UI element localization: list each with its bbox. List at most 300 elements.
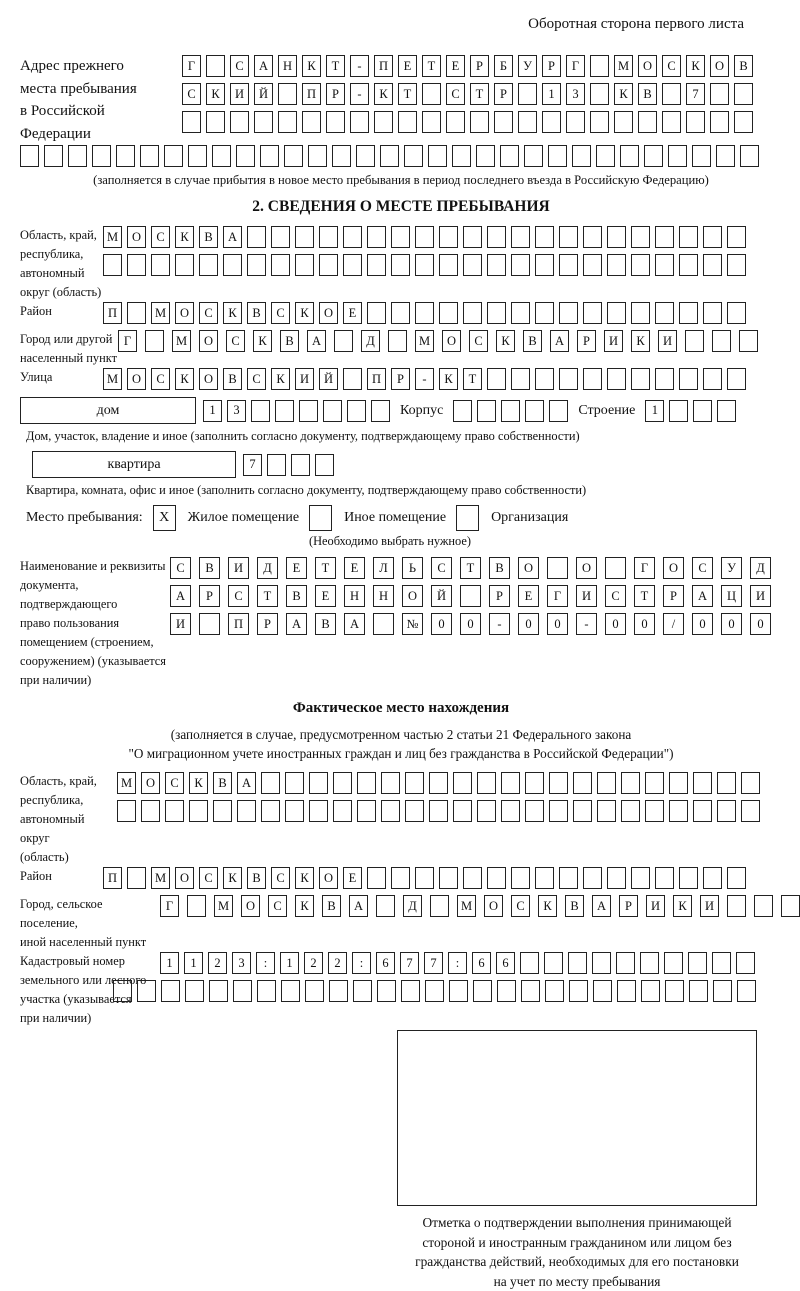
cadastral-row-2 [113,980,756,1002]
char-cell [463,302,482,324]
char-cell [547,557,568,579]
char-cell [281,980,300,1002]
char-cell: Р [619,895,638,917]
char-cell [685,330,704,352]
region-row-2 [103,254,746,276]
char-cell [487,368,506,390]
char-cell: 1 [160,952,179,974]
char-cell [662,111,681,133]
char-cell [175,254,194,276]
char-cell: О [241,895,260,917]
char-cell [164,145,183,167]
char-cell: Д [257,557,278,579]
char-cell [679,867,698,889]
char-cell: Е [518,585,539,607]
char-cell [583,302,602,324]
char-cell [20,145,39,167]
char-cell: О [638,55,657,77]
stroenie-label: Строение [578,402,636,418]
char-cell: - [576,613,597,635]
char-cell [693,400,712,422]
region-field [20,226,782,302]
char-cell [739,330,758,352]
char-cell [741,800,760,822]
char-cell [333,772,352,794]
char-cell [703,867,722,889]
char-cell [501,400,520,422]
char-cell: А [344,613,365,635]
char-cell [476,145,495,167]
char-cell [631,867,650,889]
char-cell: П [302,83,321,105]
char-cell: С [271,867,290,889]
actual-location-title: Фактическое место нахождения [292,700,510,716]
char-cell [679,368,698,390]
char-cell: С [182,83,201,105]
char-cell [319,254,338,276]
char-cell: 2 [304,952,323,974]
section2-title: 2. СВЕДЕНИЯ О МЕСТЕ ПРЕБЫВАНИЯ [252,198,550,215]
char-cell: 6 [472,952,491,974]
char-cell [511,368,530,390]
char-cell [439,254,458,276]
char-cell [607,254,626,276]
char-cell: Д [750,557,771,579]
char-cell [213,800,232,822]
char-cell: О [127,368,146,390]
char-cell [275,400,294,422]
char-cell: В [280,330,299,352]
actual-location-note: (заполняется в случае, предусмотренном частью 2 статьи 21 Федерального закона "О миграционном учете иностранных граждан и лиц без гражданства в Российской Федерации") [128,727,674,761]
char-cell [92,145,111,167]
char-cell: - [489,613,510,635]
char-cell: О [442,330,461,352]
city-field [20,330,782,368]
char-cell [299,400,318,422]
char-cell [182,111,201,133]
char-cell [429,800,448,822]
char-cell [616,952,635,974]
actual-city-label: Город, сельское поселение, иной населенный пункт [20,897,147,949]
char-cell: К [302,55,321,77]
char-cell: О [402,585,423,607]
char-cell: : [448,952,467,974]
char-cell: 0 [431,613,452,635]
char-cell [693,800,712,822]
char-cell [439,867,458,889]
char-cell: В [286,585,307,607]
char-cell [350,111,369,133]
char-cell [679,302,698,324]
char-cell [199,254,218,276]
char-cell [549,800,568,822]
char-cell: 3 [227,400,246,422]
char-cell [712,330,731,352]
char-cell: Г [160,895,179,917]
char-cell: Т [326,55,345,77]
char-cell [261,800,280,822]
char-cell [415,867,434,889]
char-cell [161,980,180,1002]
actual-region-row-2 [117,800,760,822]
char-cell [518,83,537,105]
char-cell: 7 [686,83,705,105]
char-cell: К [295,867,314,889]
form-page [20,16,782,1291]
char-cell [703,368,722,390]
char-cell: У [721,557,742,579]
char-cell: К [175,226,194,248]
char-cell [518,111,537,133]
char-cell [487,254,506,276]
char-cell: Е [315,585,336,607]
char-cell [380,145,399,167]
char-cell [223,254,242,276]
char-cell: Р [542,55,561,77]
char-cell [631,302,650,324]
char-cell [233,980,252,1002]
char-cell [391,302,410,324]
char-cell [271,254,290,276]
char-cell [401,980,420,1002]
char-cell [511,867,530,889]
char-cell [377,980,396,1002]
char-cell [127,302,146,324]
char-cell [453,400,472,422]
char-cell [500,145,519,167]
char-cell: В [565,895,584,917]
char-cell: Б [494,55,513,77]
char-cell [535,867,554,889]
char-cell [405,772,424,794]
char-cell [645,772,664,794]
char-cell: Й [319,368,338,390]
char-cell [391,254,410,276]
char-cell [356,145,375,167]
char-cell [236,145,255,167]
char-cell [597,772,616,794]
char-cell: / [663,613,684,635]
char-cell [367,226,386,248]
char-cell [542,111,561,133]
char-cell [712,952,731,974]
char-cell [415,302,434,324]
char-cell: В [247,302,266,324]
char-cell: 3 [232,952,251,974]
char-cell: Г [566,55,585,77]
char-cell [254,111,273,133]
char-cell [247,254,266,276]
char-cell [590,83,609,105]
char-cell [206,55,225,77]
char-cell: - [350,83,369,105]
district-row [103,302,746,324]
char-cell: Л [373,557,394,579]
char-cell [453,772,472,794]
char-cell [494,111,513,133]
char-cell: В [199,557,220,579]
char-cell: М [614,55,633,77]
prev-address-row-2 [182,83,753,105]
char-cell: С [151,226,170,248]
char-cell [605,557,626,579]
char-cell [329,980,348,1002]
char-cell [524,145,543,167]
char-cell [703,302,722,324]
char-cell [692,145,711,167]
cadastral-row-1 [160,952,756,974]
char-cell: А [286,613,307,635]
char-cell: С [662,55,681,77]
char-cell [251,400,270,422]
char-cell [405,800,424,822]
char-cell [267,454,286,476]
char-cell: О [319,302,338,324]
char-cell: 1 [542,83,561,105]
char-cell: 6 [376,952,395,974]
char-cell [309,800,328,822]
char-cell [477,772,496,794]
char-cell [583,867,602,889]
char-cell [145,330,164,352]
char-cell [415,226,434,248]
char-cell [343,226,362,248]
char-cell [614,111,633,133]
char-cell [631,368,650,390]
char-cell [278,111,297,133]
char-cell: К [206,83,225,105]
char-cell [140,145,159,167]
char-cell [209,980,228,1002]
char-cell [525,800,544,822]
korpus-label: Корпус [400,402,444,418]
stay-type-row [26,505,782,531]
char-cell [353,980,372,1002]
char-cell [590,55,609,77]
street-field [20,368,782,396]
char-cell [607,302,626,324]
char-cell: Е [286,557,307,579]
char-cell: К [686,55,705,77]
char-cell: А [237,772,256,794]
char-cell [285,772,304,794]
char-cell: С [692,557,713,579]
char-cell [367,867,386,889]
char-cell [559,867,578,889]
char-cell [559,254,578,276]
char-cell: И [170,613,191,635]
char-cell: Р [489,585,510,607]
char-cell [257,980,276,1002]
char-cell [686,111,705,133]
char-cell [592,952,611,974]
char-cell [511,302,530,324]
char-cell [583,368,602,390]
char-cell [511,226,530,248]
char-cell: - [415,368,434,390]
actual-region-label: Область, край, республика, автономный округ (область) [20,774,97,864]
apartment-note: Квартира, комната, офис и иное (заполнить согласно документу, подтверждающему право собственности) [26,483,587,497]
char-cell: С [446,83,465,105]
char-cell [559,302,578,324]
char-cell [391,226,410,248]
cadastral-field [20,952,782,1028]
char-cell [295,254,314,276]
city-label: Город или другой населенный пункт [20,332,118,365]
stamp-note: Отметка о подтверждении выполнения принимающей стороной и иностранным гражданином или лицом без гражданства действий, необходимых для его постановки на учет по месту пребывания [415,1215,739,1289]
char-cell [501,772,520,794]
char-cell: А [170,585,191,607]
prev-address-row-3 [182,111,753,133]
char-cell: К [223,302,242,324]
char-cell [381,800,400,822]
char-cell: Е [343,867,362,889]
char-cell: К [223,867,242,889]
char-cell: И [700,895,719,917]
char-cell [566,111,585,133]
prev-address-field [20,55,782,145]
char-cell: К [175,368,194,390]
char-cell: Н [278,55,297,77]
char-cell: И [604,330,623,352]
char-cell [573,800,592,822]
char-cell [638,111,657,133]
char-cell: А [550,330,569,352]
char-cell [740,145,759,167]
char-cell: А [307,330,326,352]
char-cell: М [151,867,170,889]
char-cell [388,330,407,352]
street-label: Улица [20,370,53,384]
char-cell: Р [326,83,345,105]
stay-checkbox-other [309,505,332,531]
char-cell: 0 [634,613,655,635]
char-cell [607,226,626,248]
char-cell: К [538,895,557,917]
char-cell [641,980,660,1002]
char-cell [644,145,663,167]
char-cell [343,368,362,390]
char-cell [545,980,564,1002]
actual-district-label: Район [20,869,52,883]
char-cell [631,226,650,248]
char-cell [425,980,444,1002]
char-cell [308,145,327,167]
char-cell [323,400,342,422]
char-cell [734,111,753,133]
district-label: Район [20,304,52,318]
char-cell: С [247,368,266,390]
char-cell: В [247,867,266,889]
char-cell [295,226,314,248]
char-cell: Е [398,55,417,77]
char-cell [261,772,280,794]
cadastral-label: Кадастровый номер земельного или лесного участка (указывается при наличии) [20,954,147,1025]
stay-option-other-label: Иное помещение [344,510,447,525]
char-cell [422,111,441,133]
char-cell [559,226,578,248]
document-field [20,557,782,690]
char-cell [596,145,615,167]
char-cell [477,800,496,822]
char-cell [463,254,482,276]
char-cell: М [214,895,233,917]
char-cell: П [367,368,386,390]
char-cell: О [484,895,503,917]
char-cell: 1 [280,952,299,974]
char-cell: К [614,83,633,105]
char-cell [439,226,458,248]
region-label: Область, край, республика, автономный округ (область) [20,228,102,299]
char-cell [477,400,496,422]
char-cell: И [576,585,597,607]
char-cell: О [710,55,729,77]
house-number-cells [203,400,390,422]
char-cell: Е [343,302,362,324]
char-cell: А [223,226,242,248]
char-cell [398,111,417,133]
char-cell [754,895,773,917]
char-cell: Р [470,55,489,77]
char-cell: К [253,330,272,352]
char-cell [319,226,338,248]
char-cell: О [199,368,218,390]
char-cell: Р [199,585,220,607]
char-cell [404,145,423,167]
char-cell: С [230,55,249,77]
char-cell: К [189,772,208,794]
char-cell: К [271,368,290,390]
char-cell: 0 [692,613,713,635]
char-cell [291,454,310,476]
char-cell [415,254,434,276]
char-cell: М [103,368,122,390]
char-cell [607,867,626,889]
char-cell [710,83,729,105]
char-cell [535,302,554,324]
char-cell [621,772,640,794]
char-cell: М [151,302,170,324]
document-row-1 [170,557,771,579]
char-cell [703,226,722,248]
char-cell [460,585,481,607]
char-cell: Р [257,613,278,635]
char-cell: В [199,226,218,248]
char-cell: Г [118,330,137,352]
char-cell: С [268,895,287,917]
char-cell: 3 [566,83,585,105]
house-box-label: дом [20,397,196,424]
char-cell [199,613,220,635]
char-cell: О [663,557,684,579]
char-cell: Т [315,557,336,579]
char-cell: К [439,368,458,390]
char-cell [151,254,170,276]
char-cell [717,772,736,794]
char-cell [569,980,588,1002]
char-cell [141,800,160,822]
char-cell [188,145,207,167]
char-cell [430,895,449,917]
char-cell: 0 [750,613,771,635]
char-cell: К [295,302,314,324]
char-cell [367,254,386,276]
char-cell [727,254,746,276]
char-cell [703,254,722,276]
char-cell: Т [422,55,441,77]
char-cell: А [592,895,611,917]
char-cell: Т [634,585,655,607]
